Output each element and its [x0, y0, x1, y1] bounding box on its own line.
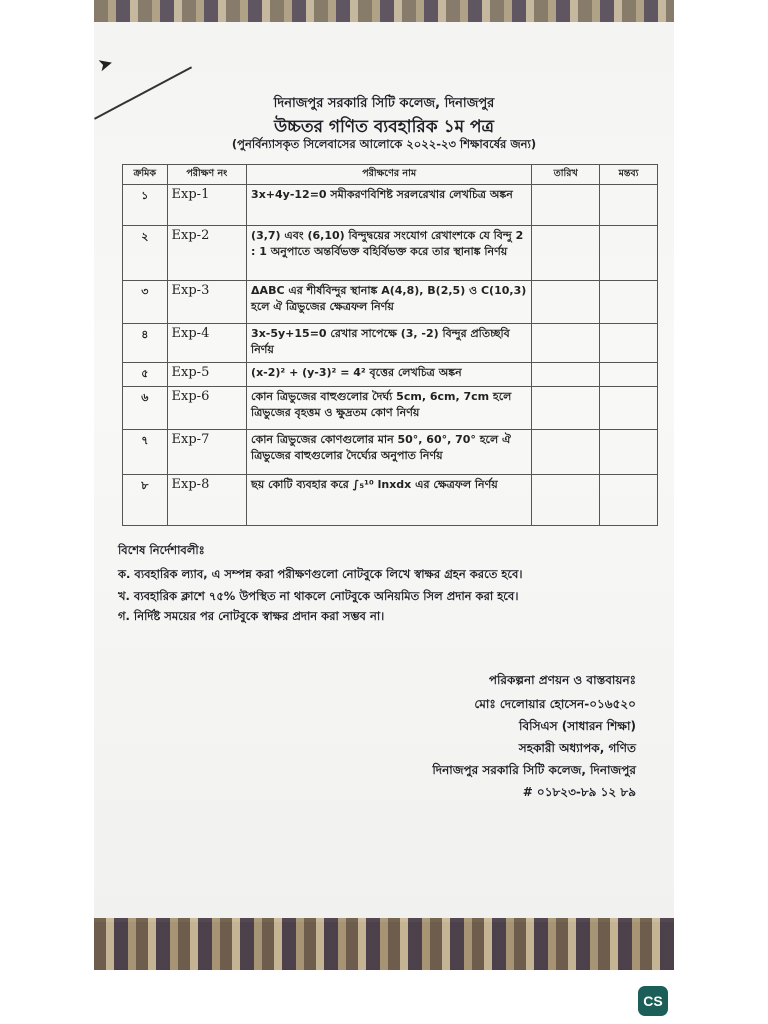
table-row [123, 185, 658, 226]
experiment-table [122, 164, 658, 526]
cell-exp-no: Exp-8 [167, 475, 247, 526]
cell-date [532, 185, 600, 226]
cell-remarks [600, 387, 658, 430]
cell-exp-name: ছয় কোটি ব্যবহার করে ∫₅¹⁰ lnxdx এর ক্ষেত্রফল নির্ণয় [247, 475, 532, 526]
table-row [123, 475, 658, 526]
cell-remarks [600, 226, 658, 281]
cell-remarks [600, 430, 658, 475]
cell-serial: ১ [123, 185, 168, 226]
instructions-title: বিশেষ নির্দেশাবলীঃ [118, 543, 205, 557]
signature-college: দিনাজপুর সরকারি সিটি কলেজ, দিনাজপুর [432, 763, 636, 777]
instruction-item: গ. নির্দিষ্ট সময়ের পর নোটবুকে স্বাক্ষর প্রদান করা সম্ভব না। [118, 609, 385, 623]
cell-serial: ৪ [123, 324, 168, 363]
cell-remarks [600, 185, 658, 226]
cell-exp-no: Exp-7 [167, 430, 247, 475]
cell-serial: ৭ [123, 430, 168, 475]
cell-exp-no: Exp-2 [167, 226, 247, 281]
signature-heading: পরিকল্পনা প্রণয়ন ও বাস্তবায়নঃ [488, 673, 636, 687]
cell-remarks [600, 363, 658, 387]
cell-serial: ৬ [123, 387, 168, 430]
document-subtitle: (পুনর্বিন্যাসকৃত সিলেবাসের আলোকে ২০২২-২৩ শিক্ষাবর্ষের জন্য) [231, 137, 537, 151]
cell-exp-name: 3x-5y+15=0 রেখার সাপেক্ষে (3, -2) বিন্দুর প্রতিচ্ছবি নির্ণয় [247, 324, 532, 363]
cell-date [532, 387, 600, 430]
cell-serial: ৮ [123, 475, 168, 526]
background-carpet-bottom [94, 918, 674, 970]
table-row [123, 363, 658, 387]
cell-exp-no: Exp-4 [167, 324, 247, 363]
table-row [123, 324, 658, 363]
cell-date [532, 226, 600, 281]
cell-exp-no: Exp-5 [167, 363, 247, 387]
header-serial: ক্রমিক [123, 165, 168, 185]
signature-name: মোঃ দেলোয়ার হোসেন-০১৬৫২০ [474, 697, 636, 711]
cell-exp-name: ΔABC এর শীর্ষবিন্দুর স্থানাঙ্ক A(4,8), B(2,5) ও C(10,3) হলে ঐ ত্রিভুজের ক্ষেত্রফল নির্ণয় [247, 281, 532, 324]
cell-remarks [600, 281, 658, 324]
cell-serial: ২ [123, 226, 168, 281]
college-line: দিনাজপুর সরকারি সিটি কলেজ, দিনাজপুর [273, 96, 495, 111]
paper-sheet [94, 22, 674, 922]
table-row [123, 430, 658, 475]
table-row [123, 226, 658, 281]
instruction-item: ক. ব্যবহারিক ল্যাব, এ সম্পন্ন করা পরীক্ষণগুলো নোটবুকে লিখে স্বাক্ষর গ্রহন করতে হবে। [118, 567, 523, 581]
cell-exp-name: কোন ত্রিভুজের বাহুগুলোর দৈর্ঘ্য 5cm, 6cm, 7cm হলে ত্রিভুজের বৃহত্তম ও ক্ষুদ্রতম কোণ নির্ণয় [247, 387, 532, 430]
cell-exp-name: 3x+4y-12=0 সমীকরণবিশিষ্ট সরলরেখার লেখচিত্র অঙ্কন [247, 185, 532, 226]
header-exp-no: পরীক্ষণ নং [167, 165, 247, 185]
cell-date [532, 430, 600, 475]
instruction-item: খ. ব্যবহারিক ক্লাশে ৭৫% উপস্থিত না থাকলে নোটবুকে অনিয়মিত সিল প্রদান করা হবে। [118, 589, 519, 603]
signature-phone: # ০১৮২৩-৮৯ ১২ ৮৯ [522, 785, 636, 799]
cell-serial: ৫ [123, 363, 168, 387]
cell-exp-no: Exp-1 [167, 185, 247, 226]
cell-exp-no: Exp-6 [167, 387, 247, 430]
table-row [123, 387, 658, 430]
header-remarks: মন্তব্য [600, 165, 658, 185]
header-exp-name: পরীক্ষণের নাম [247, 165, 532, 185]
cell-remarks [600, 475, 658, 526]
cell-exp-no: Exp-3 [167, 281, 247, 324]
signature-cadre: বিসিএস (সাধারন শিক্ষা) [519, 719, 636, 733]
table-header-row [123, 165, 658, 185]
camscanner-badge: CS [638, 986, 668, 1016]
cell-exp-name: (3,7) এবং (6,10) বিন্দুদ্বয়ের সংযোগ রেখাংশকে যে বিন্দু 2 : 1 অনুপাতে অন্তর্বিভক্ত বহির্বিভক্ত করে তার স্থানাঙ্ক নির্ণয় [247, 226, 532, 281]
signature-designation: সহকারী অধ্যাপক, গণিত [518, 741, 636, 755]
cell-date [532, 324, 600, 363]
table-row [123, 281, 658, 324]
cell-date [532, 363, 600, 387]
header-date: তারিখ [532, 165, 600, 185]
document-photo [94, 0, 674, 970]
document-title: উচ্চতর গণিত ব্যবহারিক ১ম পত্র [273, 117, 495, 137]
cell-date [532, 281, 600, 324]
cell-remarks [600, 324, 658, 363]
cell-exp-name: (x-2)² + (y-3)² = 4² বৃত্তের লেখচিত্র অঙ্কন [247, 363, 532, 387]
cell-exp-name: কোন ত্রিভুজের কোণগুলোর মান 50°, 60°, 70° হলে ঐ ত্রিভুজের বাহুগুলোর দৈর্ঘ্যের অনুপাত নির্ণয় [247, 430, 532, 475]
cell-date [532, 475, 600, 526]
cell-serial: ৩ [123, 281, 168, 324]
pen-mark: ➤ [95, 52, 116, 77]
